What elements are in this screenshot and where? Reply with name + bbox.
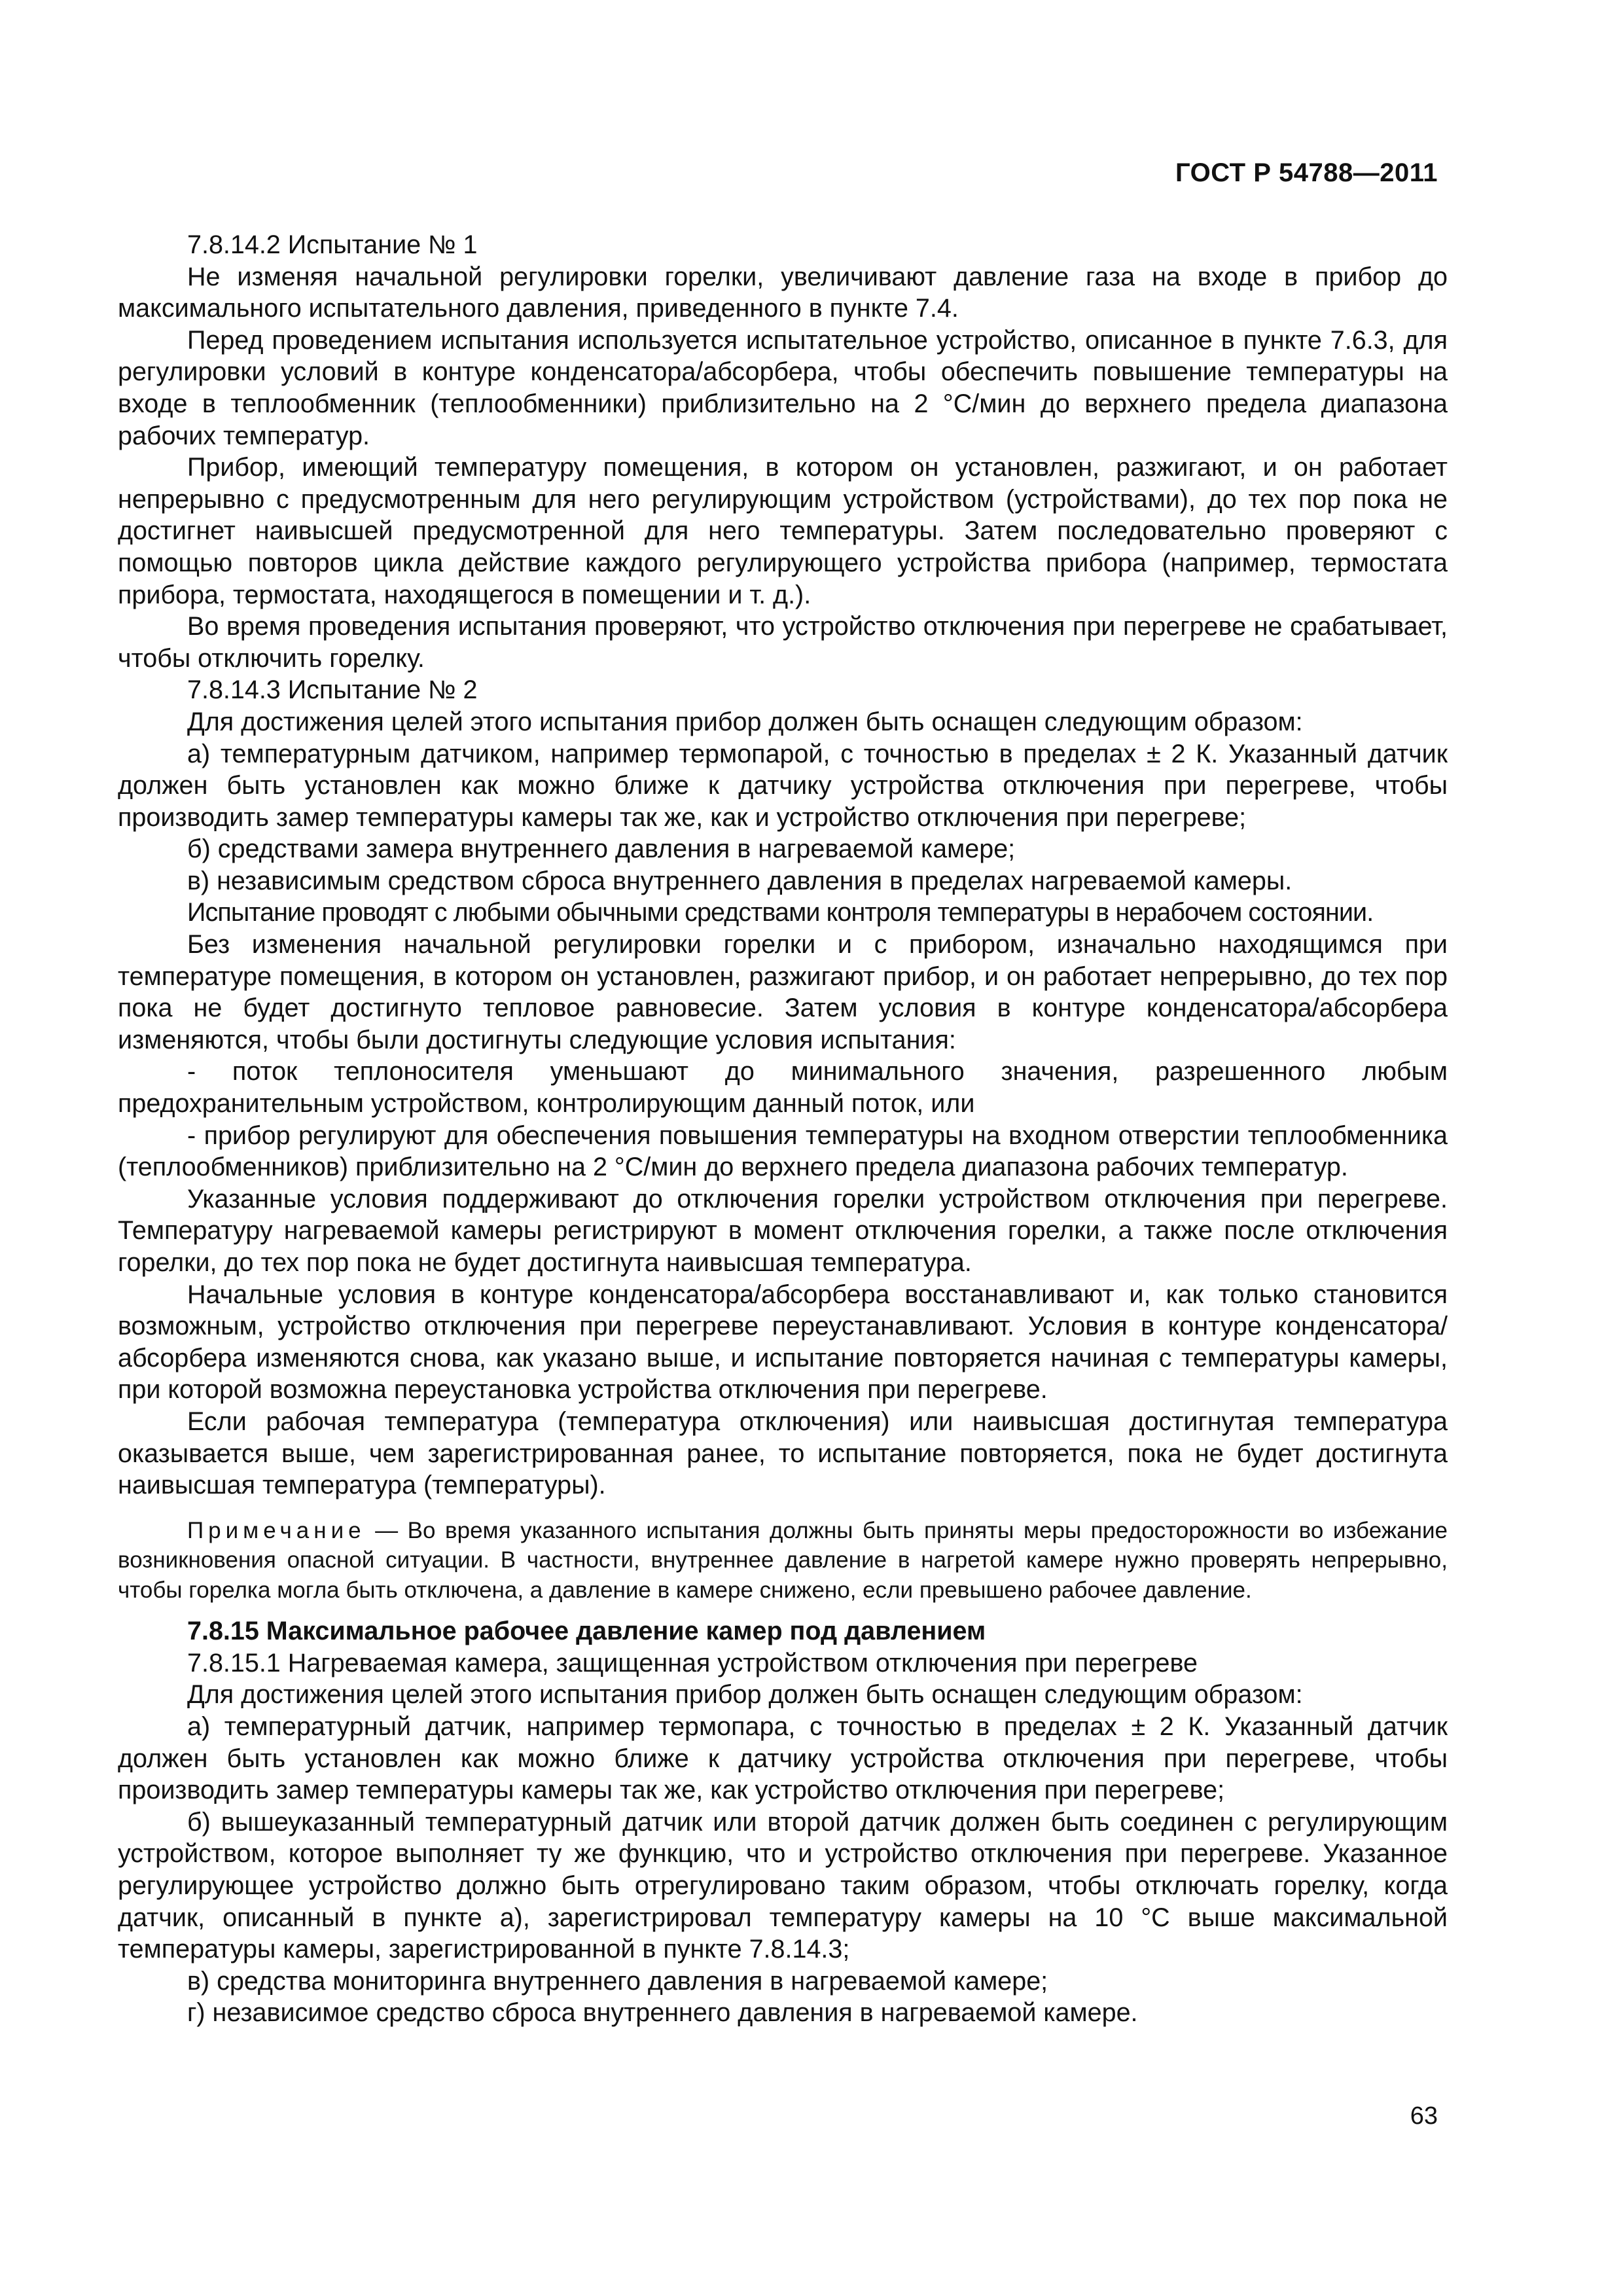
list-item: в) средства мониторинга внутреннего давления в нагреваемой камере; bbox=[187, 1966, 1048, 1996]
list-item: - прибор регулируют для обеспечения повышения температуры на входном отверстии теплообменника (теплообменников) приблизительно на 2 °С/мин до верхнего предела диапазона рабочих температур. bbox=[118, 1121, 1448, 1182]
list-item: - поток теплоносителя уменьшают до минимального значения, разрешенного любым предохранительным устройством, контролирующим данный поток, или bbox=[118, 1057, 1448, 1119]
paragraph: Без изменения начальной регулировки горелки и с прибором, изначально находящимся при температуре помещения, в котором он установлен, разжигают прибор, и он работает непрерывно, до тех пор пока не будет достигнуто тепловое равновесие. Затем условия в контуре конденсатора/абсорбера изменяются, чтобы были достигнуты следующие условия испытания: bbox=[118, 930, 1448, 1054]
paragraph: Во время проведения испытания проверяют, что устройство отключения при перегреве не срабатывает, чтобы отключить горелку. bbox=[118, 612, 1448, 673]
paragraph: Перед проведением испытания используется испытательное устройство, описанное в пункте 7.6.3, для регулировки условий в контуре конденсатора/абсорбера, чтобы обеспечить повышение температуры на входе в теплообменник (теплообменники) приблизительно на 2 °С/мин до верхнего предела диапазона рабочих температур. bbox=[118, 325, 1448, 450]
paragraph: Испытание проводят с любыми обычными средствами контроля температуры в нерабочем состоянии. bbox=[187, 898, 1374, 927]
paragraph: Если рабочая температура (температура отключения) или наивысшая достигнутая температура оказывается выше, чем зарегистрированная ранее, то испытание повторяется, пока не будет достигнута наивысшая температура (температуры). bbox=[118, 1407, 1448, 1500]
paragraph: Для достижения целей этого испытания прибор должен быть оснащен следующим образом: bbox=[187, 1680, 1303, 1710]
list-item: б) вышеуказанный температурный датчик или второй датчик должен быть соединен с регулирующим устройством, которое выполняет ту же функцию, что и устройство отключения при перегреве. Указанное регулирующее устройство должно быть отрегулировано таким образом, чтобы отключать горелку, когда датчик, описанный в пункте а), зарегистрировал температуру камеры на 10 °С выше максимальной температуры камеры, зарегистрированной в пункте 7.8.14.3; bbox=[118, 1807, 1448, 1964]
list-item: а) температурный датчик, например термопара, с точностью в пределах ± 2 К. Указанный датчик должен быть установлен как можно ближе к датчику устройства отключения при перегреве, чтобы производить замер температуры камеры так же, как устройство отключения при перегреве; bbox=[118, 1712, 1448, 1805]
paragraph: Прибор, имеющий температуру помещения, в котором он установлен, разжигают, и он работает непрерывно с предусмотренным для него регулирующим устройством (устройствами), до тех пор пока не достигнет наивысшей предусмотренной для него температуры. Затем последовательно проверяют с помощью повторов цикла действие каждого регулирующего устройства прибора (например, термостата прибора, термостата, находящегося в помещении и т. д.). bbox=[118, 453, 1448, 609]
paragraph: Начальные условия в контуре конденсатора/абсорбера восстанавливают и, как только становится возможным, устройство отключения при перегреве переустанавливают. Условия в контуре конденсатора/абсорбера изменяются снова, как указано выше, и испытание повторяется начиная с температуры камеры, при которой возможна переустановка устройства отключения при перегреве. bbox=[118, 1280, 1448, 1405]
list-item: а) температурным датчиком, например термопарой, с точностью в пределах ± 2 К. Указанный датчик должен быть установлен как можно ближе к датчику устройства отключения при перегреве, чтобы производить замер температуры камеры так же, как и устройство отключения при перегреве; bbox=[118, 739, 1448, 832]
note-label: Примечание bbox=[187, 1517, 366, 1543]
clause-title: 7.8.14.3 Испытание № 2 bbox=[187, 675, 478, 705]
clause-title: 7.8.15.1 Нагреваемая камера, защищенная устройством отключения при перегреве bbox=[187, 1648, 1198, 1677]
standard-header: ГОСТ Р 54788—2011 bbox=[1175, 158, 1438, 187]
list-item: г) независимое средство сброса внутреннего давления в нагреваемой камере. bbox=[187, 1998, 1138, 2028]
paragraph: Указанные условия поддерживают до отключения горелки устройством отключения при перегреве. Температуру нагреваемой камеры регистрируют в момент отключения горелки, а также после отключения горелки, до тех пор пока не будет достигнута наивысшая температура. bbox=[118, 1184, 1448, 1277]
list-item: в) независимым средством сброса внутреннего давления в пределах нагреваемой камеры. bbox=[187, 866, 1293, 895]
page-number: 63 bbox=[1410, 2102, 1438, 2130]
list-item: б) средствами замера внутреннего давления в нагреваемой камере; bbox=[187, 834, 1016, 864]
note-text: — Во время указанного испытания должны быть приняты меры предосторожности во избежание возникновения опасной ситуации. В частности, внутреннее давление в нагретой камере нужно проверять непрерывно, чтобы горелка могла быть отключена, а давление в камере снижено, если превышено рабочее давление. bbox=[118, 1517, 1448, 1603]
document-body bbox=[118, 229, 1448, 2029]
section-heading: 7.8.15 Максимальное рабочее давление камер под давлением bbox=[187, 1617, 986, 1646]
note bbox=[118, 1516, 1448, 1605]
paragraph: Не изменяя начальной регулировки горелки, увеличивают давление газа на входе в прибор до максимального испытательного давления, приведенного в пункте 7.4. bbox=[118, 262, 1448, 323]
clause-title: 7.8.14.2 Испытание № 1 bbox=[187, 230, 478, 259]
paragraph: Для достижения целей этого испытания прибор должен быть оснащен следующим образом: bbox=[187, 707, 1303, 736]
